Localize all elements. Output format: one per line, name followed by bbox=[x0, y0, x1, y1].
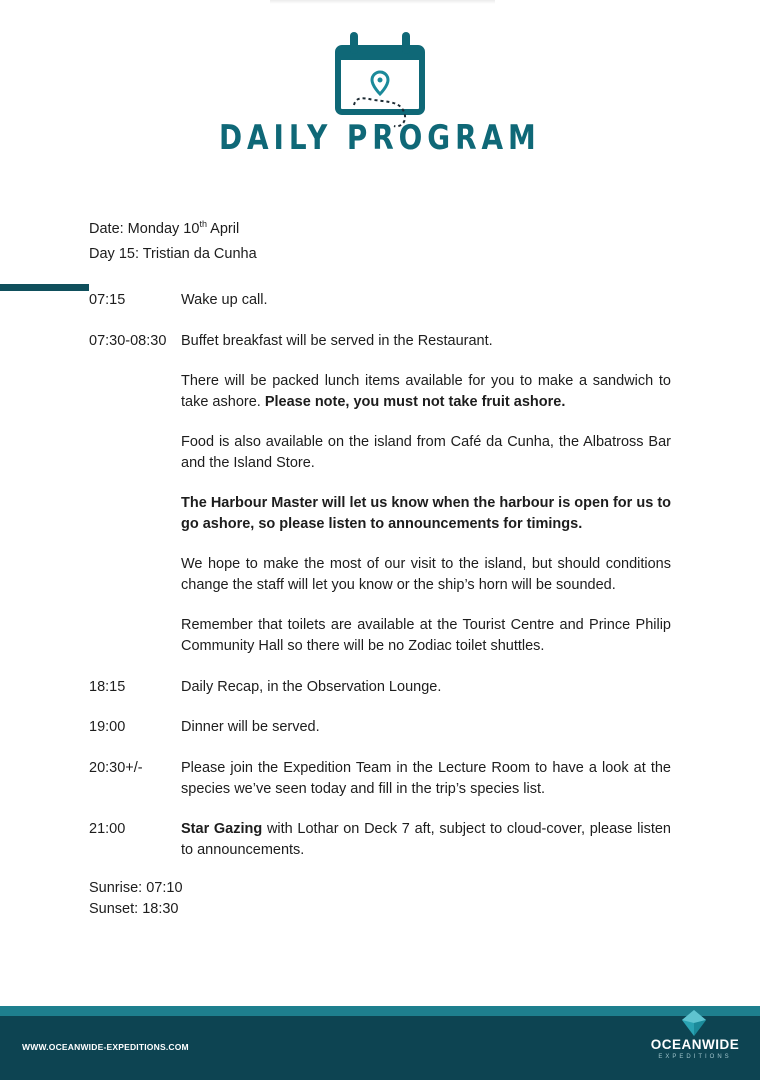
schedule-time: 19:00 bbox=[89, 719, 126, 735]
accent-bar bbox=[0, 284, 89, 291]
brand-name: OCEANWIDE bbox=[650, 1037, 740, 1052]
schedule-text: Dinner will be served. bbox=[181, 719, 320, 735]
diamond-logo-icon bbox=[680, 1008, 708, 1038]
schedule-text: Wake up call. bbox=[181, 292, 268, 308]
schedule-time: 07:15 bbox=[89, 292, 126, 308]
food-note: Food is also available on the island from Café da Cunha, the Albatross Bar and the Island Store. bbox=[181, 434, 671, 471]
schedule-text: Please join the Expedition Team in the Lecture Room to have a look at the species we’ve seen today and fill in the trip’s species list. bbox=[181, 760, 671, 797]
date-line bbox=[89, 219, 239, 237]
lunch-note-warning: Please note, you must not take fruit ashore. bbox=[264, 393, 566, 410]
toilets-note: Remember that toilets are available at the Tourist Centre and Prince Philip Community Hall so there will be no Zodiac toilet shuttles. bbox=[181, 617, 671, 654]
footer-stripe bbox=[0, 1006, 760, 1016]
harbour-note: The Harbour Master will let us know when the harbour is open for us to go ashore, so please listen to announcements for timings. bbox=[181, 495, 671, 532]
website-link[interactable]: WWW.OCEANWIDE-EXPEDITIONS.COM bbox=[22, 1042, 189, 1052]
brand-subtitle: EXPEDITIONS bbox=[658, 1054, 732, 1060]
schedule-text: Daily Recap, in the Observation Lounge. bbox=[181, 679, 442, 695]
schedule-time: 18:15 bbox=[89, 679, 126, 695]
date-suffix-sup: th bbox=[199, 219, 207, 229]
date-month: April bbox=[206, 220, 240, 237]
top-shadow bbox=[270, 0, 495, 4]
calendar-location-icon bbox=[330, 30, 430, 130]
schedule-text-bold: Star Gazing bbox=[181, 821, 263, 837]
page-title: DAILY PROGRAM bbox=[218, 118, 541, 158]
lunch-note-text: There will be packed lunch items available for you to make a sandwich to take ashore. bbox=[181, 373, 671, 410]
schedule-text: Buffet breakfast will be served in the Restaurant. bbox=[181, 333, 493, 349]
sunrise-time: Sunrise: 07:10 bbox=[89, 880, 183, 896]
day-line: Day 15: Tristian da Cunha bbox=[89, 246, 257, 262]
lunch-note bbox=[181, 371, 671, 412]
schedule-time: 20:30+/- bbox=[89, 760, 143, 776]
schedule-time: 21:00 bbox=[89, 821, 126, 837]
schedule-time: 07:30-08:30 bbox=[89, 333, 167, 349]
sunset-time: Sunset: 18:30 bbox=[89, 901, 179, 917]
date-prefix: Date: Monday 10 bbox=[89, 220, 200, 237]
conditions-note: We hope to make the most of our visit to the island, but should conditions change the staff will let you know or the ship’s horn will be sounded. bbox=[181, 556, 671, 593]
schedule-text bbox=[181, 819, 671, 860]
schedule-text-rest: with Lothar on Deck 7 aft, subject to cloud-cover, please listen to announcements. bbox=[181, 821, 671, 858]
